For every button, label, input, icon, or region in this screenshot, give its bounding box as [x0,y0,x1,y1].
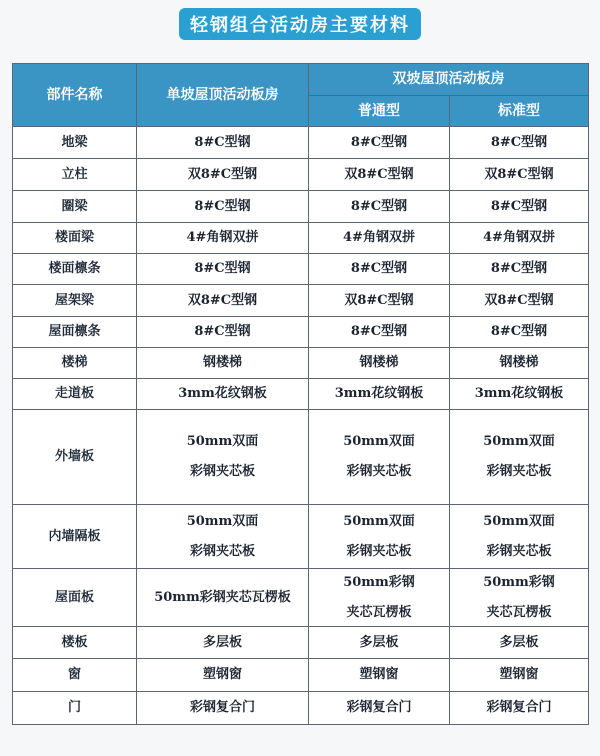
single-material-cell: 8#C型钢 [137,191,309,223]
part-name-cell: 屋架梁 [13,285,137,317]
material-line: 50mm双面 [483,513,555,529]
page-title: 轻钢组合活动房主要材料 [190,15,410,36]
multiline-material [450,434,588,479]
standard-material-cell [450,410,589,505]
multiline-material [450,514,588,559]
ordinary-material-cell: 双8#C型钢 [309,159,450,191]
single-material-cell: 50mm彩钢夹芯瓦楞板 [137,569,309,627]
material-line: 夹芯瓦楞板 [346,604,412,620]
part-name-cell: 楼梯 [13,348,137,379]
part-name-cell: 圈梁 [13,191,137,223]
materials-table [12,63,589,725]
single-material-cell: 彩钢复合门 [137,692,309,725]
multiline-material [309,514,449,559]
title-banner [179,8,421,40]
standard-material-cell: 彩钢复合门 [450,692,589,725]
ordinary-material-cell [309,569,450,627]
standard-material-cell [450,505,589,569]
multiline-material [137,514,308,559]
part-name-cell: 楼面梁 [13,223,137,254]
single-material-cell: 钢楼梯 [137,348,309,379]
part-name-cell: 楼板 [13,627,137,659]
standard-material-cell: 钢楼梯 [450,348,589,379]
standard-material-cell: 双8#C型钢 [450,159,589,191]
table-row [13,627,589,659]
material-line: 彩钢夹芯板 [346,464,412,479]
standard-material-cell [450,569,589,627]
ordinary-material-cell: 塑钢窗 [309,659,450,692]
ordinary-material-cell: 8#C型钢 [309,317,450,348]
table-row [13,191,589,223]
part-name-cell: 门 [13,692,137,725]
standard-material-cell: 多层板 [450,627,589,659]
table-row [13,254,589,285]
multiline-material [450,575,588,620]
table-row [13,505,589,569]
single-material-cell: 8#C型钢 [137,254,309,285]
material-line: 50mm双面 [186,513,259,529]
material-line: 50mm双面 [343,434,415,450]
header-row-top [13,64,589,96]
ordinary-material-cell: 8#C型钢 [309,191,450,223]
single-material-cell [137,410,309,505]
table-row [13,348,589,379]
table-row [13,317,589,348]
standard-material-cell: 3mm花纹钢板 [450,379,589,410]
material-line: 彩钢夹芯板 [189,543,255,559]
header-double-slope: 双坡屋顶活动板房 [309,64,589,96]
part-name-cell: 地梁 [13,127,137,159]
material-line: 彩钢夹芯板 [346,543,412,559]
ordinary-material-cell [309,505,450,569]
ordinary-material-cell: 4#角钢双拼 [309,223,450,254]
header-part-name: 部件名称 [13,64,137,127]
header-ordinary: 普通型 [309,96,450,127]
standard-material-cell: 塑钢窗 [450,659,589,692]
standard-material-cell: 8#C型钢 [450,254,589,285]
table-row [13,159,589,191]
material-line: 50mm双面 [343,513,415,529]
ordinary-material-cell: 多层板 [309,627,450,659]
standard-material-cell: 双8#C型钢 [450,285,589,317]
standard-material-cell: 8#C型钢 [450,317,589,348]
table-row [13,659,589,692]
single-material-cell: 多层板 [137,627,309,659]
material-line: 50mm彩钢 [483,574,555,590]
material-line: 夹芯瓦楞板 [486,604,552,620]
table-body [13,127,589,725]
ordinary-material-cell [309,410,450,505]
table-row [13,223,589,254]
part-name-cell: 立柱 [13,159,137,191]
multiline-material [309,434,449,479]
material-line: 50mm双面 [483,434,555,450]
ordinary-material-cell: 8#C型钢 [309,254,450,285]
table-row [13,285,589,317]
ordinary-material-cell: 8#C型钢 [309,127,450,159]
part-name-cell: 内墙隔板 [13,505,137,569]
part-name-cell: 外墙板 [13,410,137,505]
ordinary-material-cell: 彩钢复合门 [309,692,450,725]
table-row [13,410,589,505]
material-line: 彩钢夹芯板 [486,464,552,479]
standard-material-cell: 8#C型钢 [450,191,589,223]
single-material-cell: 双8#C型钢 [137,285,309,317]
header-standard: 标准型 [450,96,589,127]
standard-material-cell: 4#角钢双拼 [450,223,589,254]
ordinary-material-cell: 钢楼梯 [309,348,450,379]
table-row [13,127,589,159]
table-row [13,569,589,627]
material-line: 彩钢夹芯板 [189,464,255,479]
material-line: 50mm双面 [186,434,259,450]
table-row [13,379,589,410]
single-material-cell [137,505,309,569]
part-name-cell: 屋面檩条 [13,317,137,348]
single-material-cell: 双8#C型钢 [137,159,309,191]
multiline-material [137,434,308,479]
single-material-cell: 8#C型钢 [137,317,309,348]
ordinary-material-cell: 3mm花纹钢板 [309,379,450,410]
table-row [13,692,589,725]
single-material-cell: 8#C型钢 [137,127,309,159]
single-material-cell: 4#角钢双拼 [137,223,309,254]
part-name-cell: 走道板 [13,379,137,410]
single-material-cell: 3mm花纹钢板 [137,379,309,410]
material-line: 50mm彩钢 [343,574,415,590]
ordinary-material-cell: 双8#C型钢 [309,285,450,317]
multiline-material [309,575,449,620]
part-name-cell: 楼面檩条 [13,254,137,285]
header-single-slope: 单坡屋顶活动板房 [137,64,309,127]
material-line: 彩钢夹芯板 [486,543,552,559]
single-material-cell: 塑钢窗 [137,659,309,692]
standard-material-cell: 8#C型钢 [450,127,589,159]
part-name-cell: 屋面板 [13,569,137,627]
part-name-cell: 窗 [13,659,137,692]
